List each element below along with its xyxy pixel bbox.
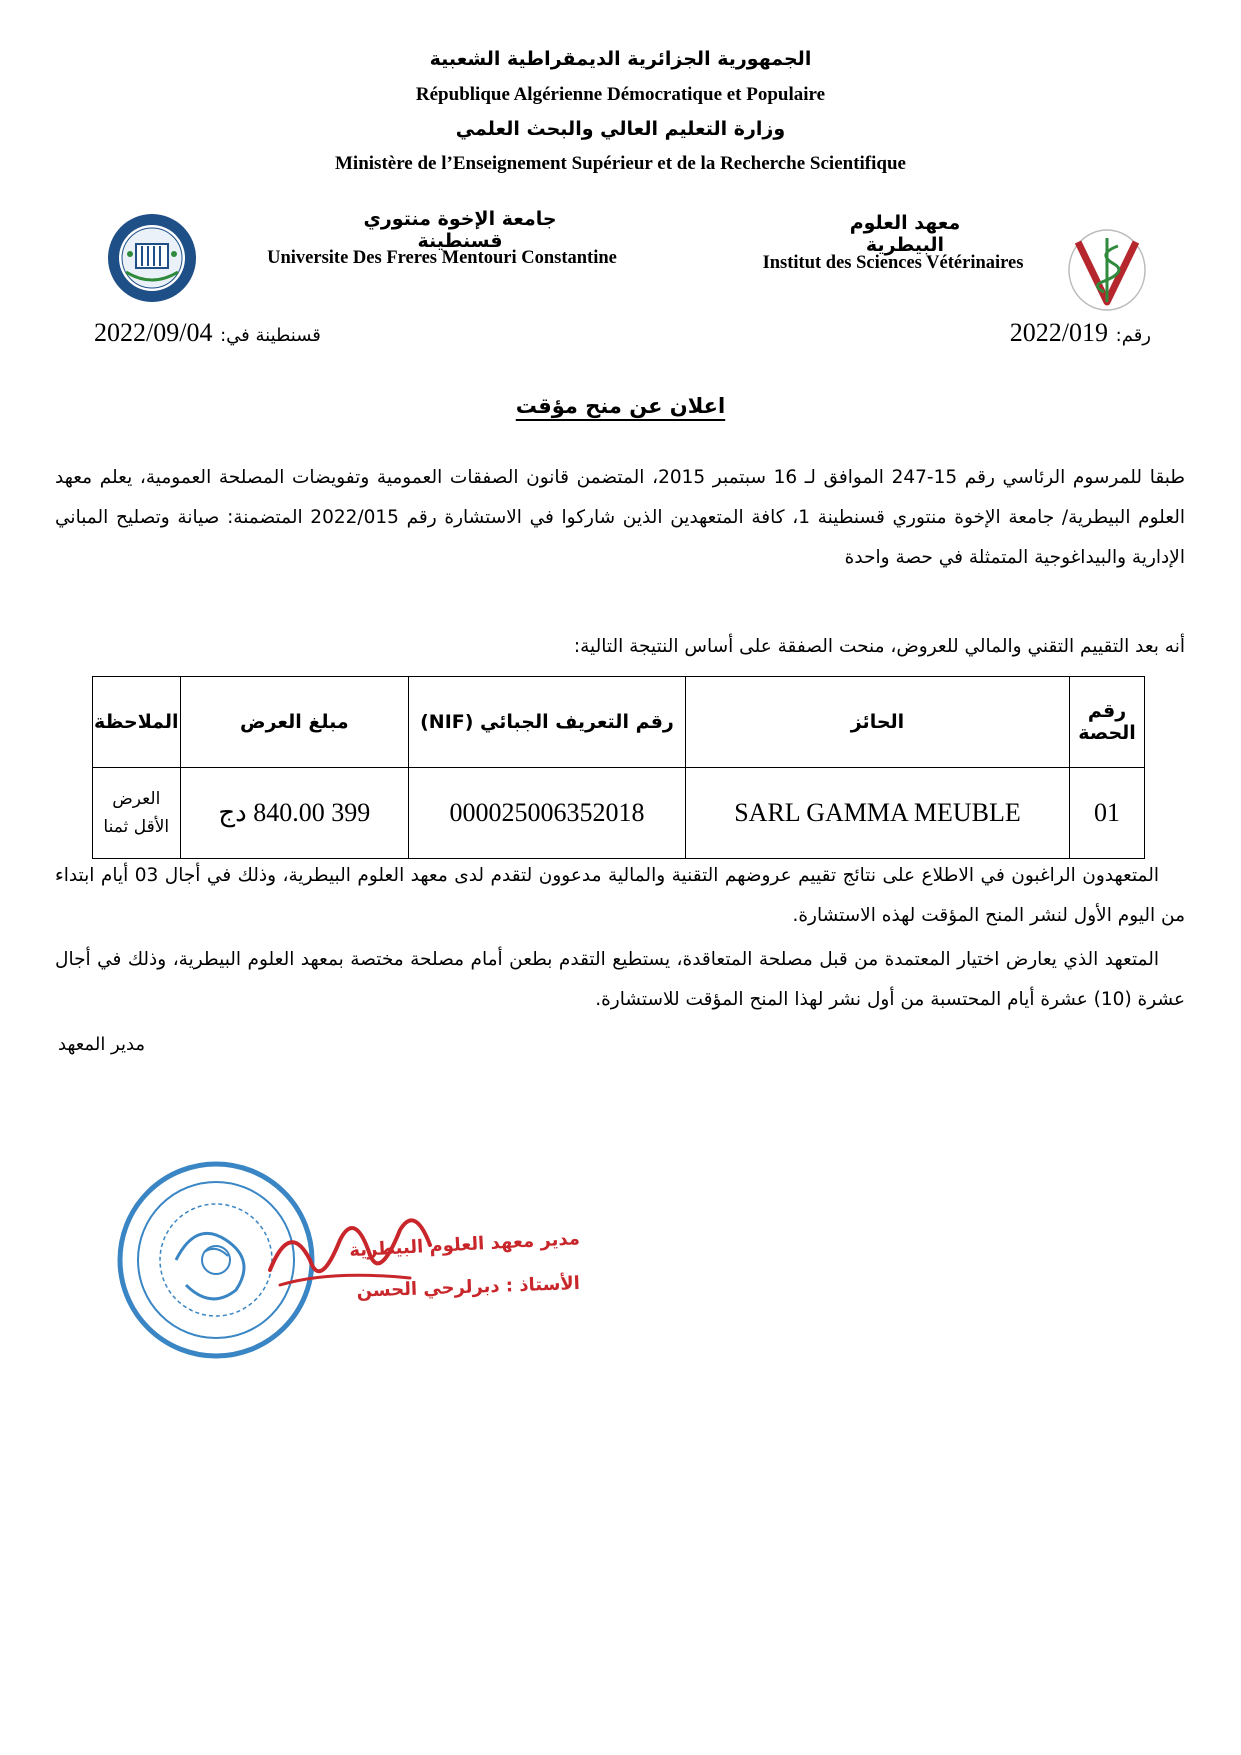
cell-remark: العرض الأقل ثمنا [93, 768, 181, 859]
director-label: مدير المعهد [58, 1034, 146, 1055]
header-remark: الملاحظة [93, 677, 181, 768]
cell-holder: SARL GAMMA MEUBLE [685, 768, 1069, 859]
institute-logo [1066, 228, 1148, 312]
ministry-ar: وزارة التعليم العالي والبحث العلمي [455, 118, 786, 140]
table-header-row [93, 677, 1145, 768]
consultation-paragraph: المتعهدون الراغبون في الاطلاع على نتائج تقييم عروضهم التقنية والمالية مدعوون لتقدم لدى معهد العلوم البيطرية، وذلك في أجال 03 أيام ابتداء من اليوم الأول لنشر المنح المؤقت لهذه الاستشارة. [55, 865, 1185, 926]
cell-amount: 399 840.00 دج [180, 768, 409, 859]
table-row [93, 768, 1145, 859]
university-logo [106, 212, 198, 304]
intro-paragraph: طبقا للمرسوم الرئاسي رقم 15-247 الموافق لـ 16 سبتمبر 2015، المتضمن قانون الصفقات العمومية وتفويضات المصلحة العمومية، يعلم معهد العلوم البيطرية/ جامعة الإخوة منتوري قسنطينة 1، كافة المتعهدين الذين شاركوا في الاستشارة رقم 2022/015 المتضمنة: صيانة وتصليح المباني الإدارية والبيداغوجية المتمثلة في حصة واحدة [55, 467, 1186, 568]
document-title-wrap [0, 394, 1241, 418]
header-holder: الحائز [685, 677, 1069, 768]
header-amount: مبلغ العرض [180, 677, 409, 768]
ministry-fr: Ministère de l’Enseignement Supérieur et de la Recherche Scientifique [335, 153, 906, 174]
republic-fr: République Algérienne Démocratique et Populaire [415, 84, 826, 105]
date-label: قسنطينة في: [220, 325, 321, 346]
result-intro: أنه بعد التقييم التقني والمالي للعروض، منحت الصفقة على أساس النتيجة التالية: [573, 636, 1185, 657]
reference-number [1010, 318, 1151, 348]
university-name-ar: جامعة الإخوة منتوري قسنطينة [363, 208, 557, 252]
signature-stamp-line1: مدير معهد العلوم البيطرية [348, 1228, 581, 1262]
signature-stamp-line2: الأستاذ : دبرلرحي الحسن [356, 1272, 581, 1302]
cell-lot: 01 [1070, 768, 1145, 859]
appeal-paragraph: المتعهد الذي يعارض اختيار المعتمدة من قبل مصلحة المتعاقدة، يستطيع التقدم بطعن أمام مصلحة مختصة بمعهد العلوم البيطرية، وذلك في أجال عشرة (10) عشرة أيام المحتسبة من أول نشر لهذا المنح المؤقت للاستشارة. [55, 949, 1185, 1010]
document-date [94, 318, 321, 348]
header-nif: رقم التعريف الجبائي (NIF) [409, 677, 686, 768]
date-value: 2022/09/04 [94, 318, 213, 347]
handwritten-signature [260, 1200, 460, 1310]
header-lot: رقم الحصة [1070, 677, 1145, 768]
document-title: اعلان عن منح مؤقت [515, 394, 726, 418]
institute-name-ar: معهد العلوم البيطرية [849, 212, 961, 256]
cell-nif: 000025006352018 [409, 768, 686, 859]
results-table [92, 676, 1145, 859]
republic-ar: الجمهورية الجزائرية الديمقراطية الشعبية [429, 48, 812, 70]
university-name-fr: Universite Des Freres Mentouri Constantine [267, 248, 617, 268]
institute-name-fr: Institut des Sciences Vétérinaires [762, 253, 1024, 273]
reference-number-label: رقم: [1115, 325, 1151, 346]
reference-number-value: 2022/019 [1009, 318, 1109, 347]
